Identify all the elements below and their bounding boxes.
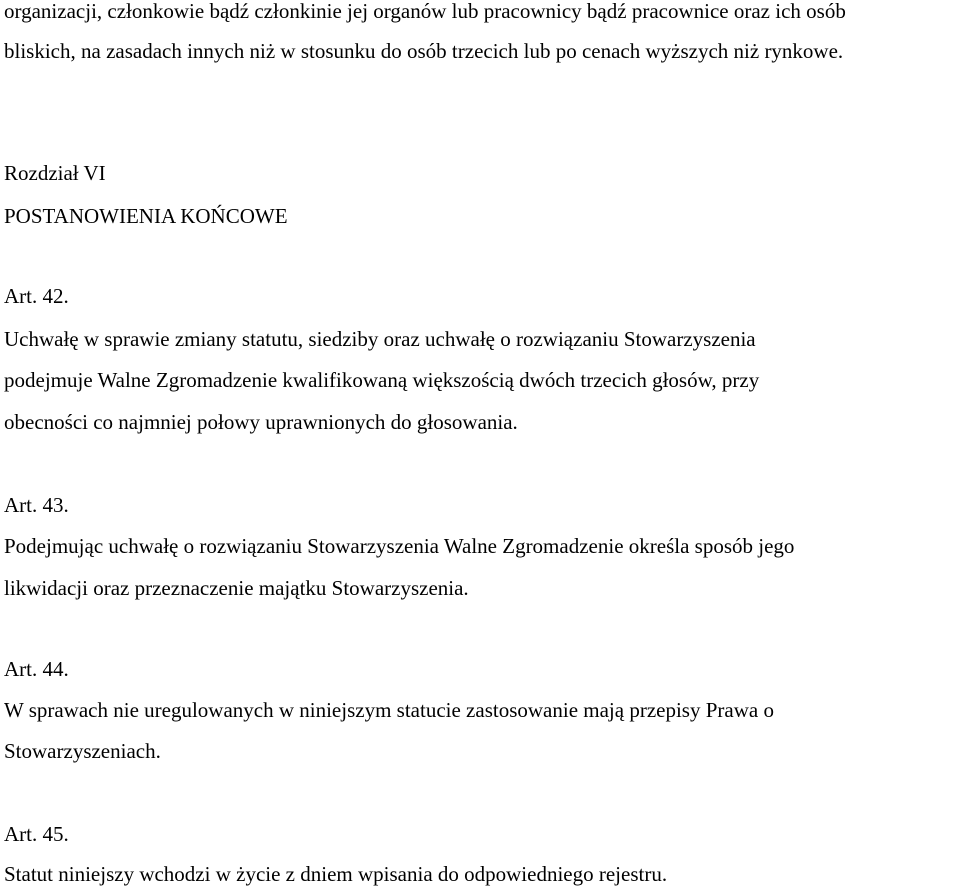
article-42-line-1: Uchwałę w sprawie zmiany statutu, siedziby oraz uchwałę o rozwiązaniu Stowarzyszenia [4, 327, 756, 351]
article-43-line-2: likwidacji oraz przeznaczenie majątku Stowarzyszenia. [4, 576, 469, 600]
article-44-heading: Art. 44. [4, 657, 69, 681]
article-44-line-1: W sprawach nie uregulowanych w niniejszym statucie zastosowanie mają przepisy Prawa o [4, 698, 774, 722]
article-43-line-1: Podejmując uchwałę o rozwiązaniu Stowarzyszenia Walne Zgromadzenie określa sposób jego [4, 534, 795, 558]
article-44-line-2: Stowarzyszeniach. [4, 739, 161, 763]
intro-line-1: organizacji, członkowie bądź członkinie jej organów lub pracownicy bądź pracownice oraz ich osób [4, 0, 846, 23]
article-45-line-1: Statut niniejszy wchodzi w życie z dniem wpisania do odpowiedniego rejestru. [4, 862, 668, 886]
chapter-number: Rozdział VI [4, 161, 106, 185]
article-45-heading: Art. 45. [4, 822, 69, 846]
article-42-line-3: obecności co najmniej połowy uprawnionych do głosowania. [4, 410, 518, 434]
intro-line-2: bliskich, na zasadach innych niż w stosunku do osób trzecich lub po cenach wyższych niż rynkowe. [4, 39, 844, 63]
chapter-title: POSTANOWIENIA KOŃCOWE [4, 204, 288, 228]
article-43-heading: Art. 43. [4, 493, 69, 517]
article-42-heading: Art. 42. [4, 284, 69, 308]
article-42-line-2: podejmuje Walne Zgromadzenie kwalifikowaną większością dwóch trzecich głosów, przy [4, 368, 760, 392]
